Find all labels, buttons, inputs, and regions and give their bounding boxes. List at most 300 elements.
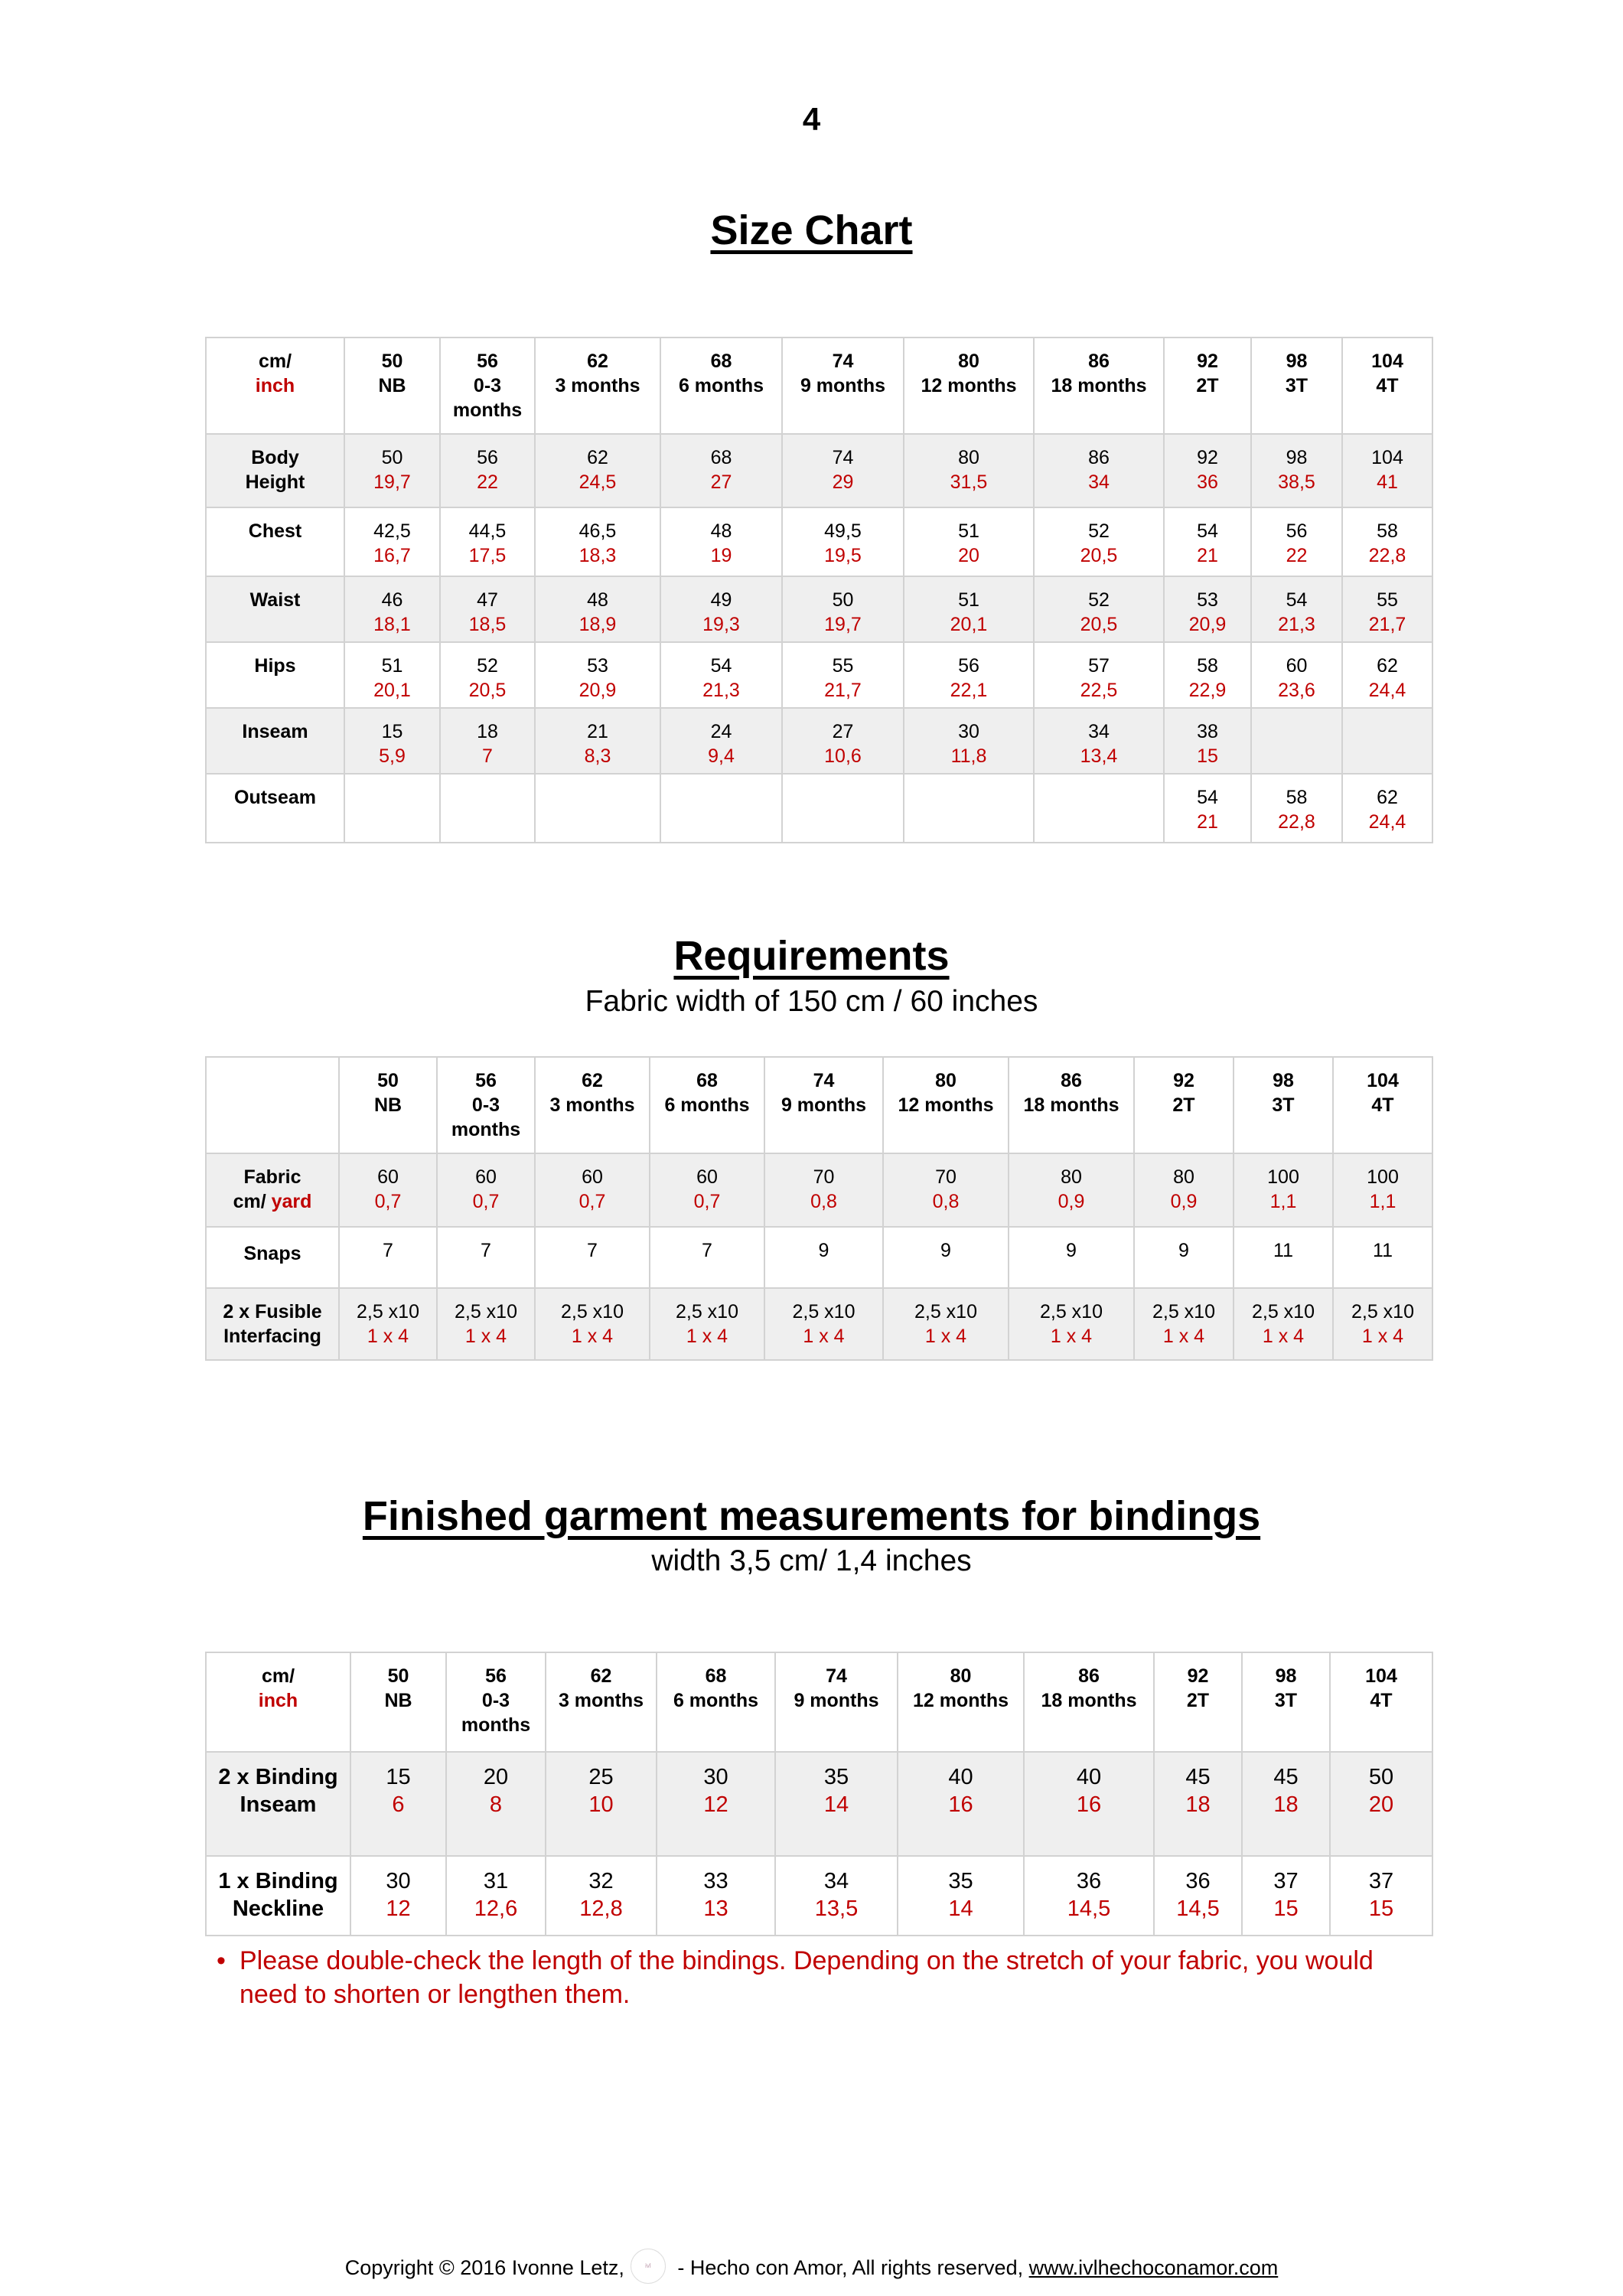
value-cm: 80 <box>958 447 979 468</box>
value-cm: 54 <box>1286 589 1308 611</box>
value-cm: 86 <box>1088 447 1110 468</box>
value-cm: 40 <box>1076 1765 1102 1789</box>
size-chart-title: Size Chart <box>710 207 913 253</box>
value-inch: 36 <box>1197 471 1218 493</box>
size-column-header <box>657 1652 775 1752</box>
size-chart-row <box>206 708 1432 774</box>
binding-cell <box>1242 1752 1330 1856</box>
measurement-cell <box>344 507 440 576</box>
unit-cm-label: cm/ <box>233 1191 272 1212</box>
value-inch: 21 <box>1197 545 1218 566</box>
value-cm: 56 <box>958 655 979 677</box>
size-column-header <box>1342 338 1432 434</box>
row-label <box>206 507 344 576</box>
size-label: 18 months <box>1041 1690 1137 1711</box>
value-inch: 10,6 <box>824 745 862 767</box>
binding-cell <box>546 1856 657 1936</box>
value-cm: 34 <box>823 1869 849 1893</box>
unit-cm-label: cm/ <box>258 351 292 372</box>
snaps-cell <box>1009 1227 1134 1288</box>
value-inch: 19,7 <box>824 614 862 635</box>
brand-logo-icon: ivl <box>631 2249 666 2284</box>
fabric-cell <box>764 1153 883 1227</box>
value-cm: 18 <box>477 721 498 742</box>
binding-cell <box>657 1752 775 1856</box>
size-column-header <box>344 338 440 434</box>
interfacing-cell <box>339 1288 437 1360</box>
size-label: 2T <box>1186 1690 1210 1711</box>
row-label <box>206 1288 339 1360</box>
value-cm: 32 <box>588 1869 614 1893</box>
measurement-cell <box>660 576 782 642</box>
size-number: 98 <box>1273 1070 1294 1091</box>
row-label-text: Outseam <box>234 787 316 808</box>
binding-cell <box>1154 1856 1242 1936</box>
value-inch: 12 <box>703 1792 728 1817</box>
value-inch: 9,4 <box>708 745 735 767</box>
binding-cell <box>1330 1752 1432 1856</box>
size-label: 12 months <box>898 1094 994 1116</box>
size-column-header <box>1024 1652 1154 1752</box>
value-inch: 7 <box>482 745 493 767</box>
row-label-text: Inseam <box>242 721 308 742</box>
size-column-header <box>1164 338 1251 434</box>
value-inch: 21,3 <box>1278 614 1315 635</box>
binding-cell <box>1024 1856 1154 1936</box>
size-number: 74 <box>813 1070 835 1091</box>
row-label-text: Chest <box>248 520 302 542</box>
value-cm: 35 <box>823 1765 849 1789</box>
size-number: 80 <box>950 1665 972 1687</box>
value-cm: 49 <box>710 589 732 611</box>
interfacing-cell <box>1333 1288 1432 1360</box>
value-inch: 20,9 <box>1188 614 1227 635</box>
value-inch: 22 <box>477 471 498 493</box>
interfacing-cell <box>650 1288 764 1360</box>
binding-cell <box>775 1856 898 1936</box>
value-cm: 80 <box>1173 1166 1194 1188</box>
value-cm: 62 <box>1377 787 1398 808</box>
value-inch: 18,5 <box>468 614 507 635</box>
value-cm: 60 <box>377 1166 399 1188</box>
value-inch: 14 <box>823 1792 849 1817</box>
interfacing-cell <box>1009 1288 1134 1360</box>
size-number: 98 <box>1275 1665 1297 1687</box>
measurement-cell <box>344 576 440 642</box>
value-inch: 1 x 4 <box>924 1326 967 1347</box>
interfacing-cell <box>535 1288 650 1360</box>
value-inch: 24,4 <box>1368 811 1406 833</box>
size-label: 3 months <box>555 375 640 396</box>
bindings-title: Finished garment measurements for bindings <box>362 1493 1261 1539</box>
value-cm: 2,5 x10 <box>1251 1301 1315 1322</box>
value-cm: 45 <box>1273 1765 1299 1789</box>
binding-cell <box>898 1856 1024 1936</box>
row-label <box>206 434 344 507</box>
value-inch: 0,8 <box>810 1191 837 1212</box>
size-label: 0-3 months <box>461 1690 531 1736</box>
size-label: 0-3 months <box>451 1094 521 1140</box>
snaps-cell <box>339 1227 437 1288</box>
value-cm: 2,5 x10 <box>792 1301 855 1322</box>
size-number: 80 <box>958 351 979 372</box>
size-label: 18 months <box>1051 375 1147 396</box>
value-inch: 0,7 <box>693 1191 721 1212</box>
value-inch: 29 <box>832 471 854 493</box>
value-inch: 0,9 <box>1058 1191 1085 1212</box>
value-inch: 0,7 <box>578 1191 606 1212</box>
size-number: 104 <box>1371 351 1403 372</box>
value-inch: 21 <box>1197 811 1218 833</box>
size-column-header <box>546 1652 657 1752</box>
size-number: 104 <box>1367 1070 1399 1091</box>
value-cm: 58 <box>1377 520 1398 542</box>
size-column-header <box>1034 338 1164 434</box>
measurement-cell <box>660 434 782 507</box>
value-inch: 17,5 <box>468 545 507 566</box>
binding-cell <box>775 1752 898 1856</box>
value-inch: 16,7 <box>373 545 411 566</box>
value-inch: 22 <box>1286 545 1308 566</box>
interfacing-cell <box>1234 1288 1333 1360</box>
measurement-cell <box>1342 576 1432 642</box>
value-inch: 15 <box>1273 1896 1299 1921</box>
value-cm: 46,5 <box>578 520 617 542</box>
value-inch: 22,5 <box>1080 680 1118 701</box>
measurement-cell <box>904 434 1034 507</box>
snaps-cell <box>1333 1227 1432 1288</box>
measurement-cell <box>904 708 1034 774</box>
value-cm: 15 <box>381 721 403 742</box>
size-number: 86 <box>1088 351 1110 372</box>
value-cm: 48 <box>587 589 608 611</box>
value-cm: 54 <box>1197 520 1218 542</box>
size-number: 56 <box>477 351 498 372</box>
fabric-cell <box>1234 1153 1333 1227</box>
value-cm: 2,5 x10 <box>454 1301 517 1322</box>
value-inch: 38,5 <box>1278 471 1315 493</box>
value-cm: 52 <box>477 655 498 677</box>
fabric-unit-label <box>208 1189 337 1214</box>
size-label: 12 months <box>912 1690 1009 1711</box>
value-cm: 40 <box>948 1765 973 1789</box>
value-inch: 1 x 4 <box>1162 1326 1205 1347</box>
value-inch: 0,7 <box>472 1191 500 1212</box>
size-number: 92 <box>1187 1665 1209 1687</box>
value-cm: 53 <box>1197 589 1218 611</box>
row-label-text: Hips <box>254 655 296 677</box>
requirements-title: Requirements <box>673 933 950 979</box>
binding-row <box>206 1856 1432 1936</box>
value-cm: 30 <box>958 721 979 742</box>
size-label: 3T <box>1272 1094 1295 1116</box>
size-column-header <box>350 1652 446 1752</box>
value-cm: 60 <box>582 1166 603 1188</box>
value-cm: 51 <box>958 520 979 542</box>
value-cm: 54 <box>710 655 732 677</box>
size-column-header <box>904 338 1034 434</box>
value-inch: 20,5 <box>1080 545 1118 566</box>
value-cm: 53 <box>587 655 608 677</box>
measurement-cell <box>440 507 535 576</box>
size-chart-table <box>205 337 1433 843</box>
size-column-header <box>440 338 535 434</box>
binding-cell <box>1330 1856 1432 1936</box>
unit-inch-label: inch <box>258 1690 298 1711</box>
size-column-header <box>898 1652 1024 1752</box>
binding-cell <box>350 1856 446 1936</box>
measurement-cell <box>782 434 904 507</box>
measurement-cell <box>440 774 535 843</box>
value-inch: 22,8 <box>1278 811 1315 833</box>
value-inch: 6 <box>392 1792 405 1817</box>
size-number: 86 <box>1061 1070 1082 1091</box>
size-label: 4T <box>1371 1094 1394 1116</box>
value-cm: 15 <box>386 1765 411 1789</box>
size-label: 6 months <box>664 1094 750 1116</box>
binding-row <box>206 1752 1432 1856</box>
value-inch: 22,1 <box>950 680 988 701</box>
size-label: 18 months <box>1023 1094 1119 1116</box>
value-inch: 5,9 <box>379 745 406 767</box>
interfacing-cell <box>437 1288 535 1360</box>
value-cm: 35 <box>948 1869 973 1893</box>
measurement-cell <box>1034 708 1164 774</box>
value-inch: 13,4 <box>1080 745 1118 767</box>
value-cm: 92 <box>1197 447 1218 468</box>
value-cm: 33 <box>703 1869 728 1893</box>
value-cm: 37 <box>1273 1869 1299 1893</box>
value-cm: 58 <box>1286 787 1308 808</box>
value-cm: 37 <box>1368 1869 1394 1893</box>
fabric-row <box>206 1153 1432 1227</box>
unit-inch-label: inch <box>255 375 295 396</box>
binding-cell <box>446 1856 546 1936</box>
value-cm: 9 <box>940 1240 951 1261</box>
row-label <box>206 774 344 843</box>
value-inch: 20 <box>958 545 979 566</box>
row-label-text: 2 x Fusible <box>223 1301 322 1322</box>
measurement-cell <box>1034 434 1164 507</box>
size-label: 3T <box>1274 1690 1298 1711</box>
value-inch: 18,3 <box>578 545 617 566</box>
value-cm: 52 <box>1088 520 1110 542</box>
value-inch: 13,5 <box>814 1896 859 1921</box>
value-cm: 7 <box>702 1240 712 1261</box>
value-inch: 24,4 <box>1368 680 1406 701</box>
size-number: 74 <box>826 1665 847 1687</box>
snaps-cell <box>764 1227 883 1288</box>
value-inch: 0,8 <box>932 1191 960 1212</box>
value-inch: 18,1 <box>373 614 411 635</box>
size-label: 3 months <box>549 1094 635 1116</box>
value-inch: 16 <box>1076 1792 1102 1817</box>
size-column-header <box>775 1652 898 1752</box>
size-number: 56 <box>485 1665 507 1687</box>
footer-website-link[interactable]: www.ivlhechoconamor.com <box>1028 2256 1279 2280</box>
row-label-text: 1 x Binding Neckline <box>218 1869 338 1921</box>
value-cm: 34 <box>1088 721 1110 742</box>
value-inch: 14,5 <box>1067 1896 1111 1921</box>
bullet-icon: • <box>217 1946 226 1975</box>
requirements-corner <box>206 1057 339 1153</box>
snaps-cell <box>883 1227 1009 1288</box>
value-cm: 27 <box>832 721 854 742</box>
value-inch: 0,9 <box>1170 1191 1198 1212</box>
value-inch: 1 x 4 <box>1361 1326 1404 1347</box>
row-label <box>206 576 344 642</box>
binding-cell <box>898 1752 1024 1856</box>
value-cm: 51 <box>958 589 979 611</box>
value-cm: 74 <box>832 447 854 468</box>
measurement-cell <box>1251 774 1342 843</box>
binding-cell <box>350 1752 446 1856</box>
snaps-cell <box>650 1227 764 1288</box>
value-inch: 14,5 <box>1176 1896 1220 1921</box>
value-cm: 98 <box>1286 447 1308 468</box>
requirements-subtitle: Fabric width of 150 cm / 60 inches <box>585 985 1038 1018</box>
value-inch: 20,9 <box>578 680 617 701</box>
value-inch: 20,5 <box>468 680 507 701</box>
value-cm: 45 <box>1185 1765 1211 1789</box>
size-chart-row <box>206 507 1432 576</box>
measurement-cell <box>1164 708 1251 774</box>
value-inch: 1 x 4 <box>1050 1326 1093 1347</box>
size-chart-row <box>206 642 1432 708</box>
row-label <box>206 1153 339 1227</box>
value-cm: 58 <box>1197 655 1218 677</box>
page-number: 4 <box>802 101 821 137</box>
size-column-header <box>446 1652 546 1752</box>
value-inch: 21,7 <box>1368 614 1406 635</box>
value-cm: 46 <box>381 589 403 611</box>
measurement-cell <box>440 642 535 708</box>
value-cm: 62 <box>587 447 608 468</box>
value-inch: 1,1 <box>1269 1191 1297 1212</box>
requirements-table <box>205 1056 1433 1361</box>
size-column-header <box>1251 338 1342 434</box>
measurement-cell <box>1034 642 1164 708</box>
value-inch: 19 <box>710 545 732 566</box>
value-inch: 8 <box>489 1792 503 1817</box>
value-cm: 9 <box>1066 1240 1077 1261</box>
value-inch: 16 <box>948 1792 973 1817</box>
measurement-cell <box>660 642 782 708</box>
interfacing-cell <box>883 1288 1009 1360</box>
value-cm: 36 <box>1185 1869 1211 1893</box>
value-inch: 11,8 <box>950 745 987 767</box>
value-cm: 9 <box>1178 1240 1189 1261</box>
fabric-cell <box>1134 1153 1234 1227</box>
size-number: 104 <box>1365 1665 1397 1687</box>
interfacing-row <box>206 1288 1432 1360</box>
size-column-header <box>764 1057 883 1153</box>
value-inch: 12,8 <box>579 1896 623 1921</box>
size-number: 56 <box>475 1070 497 1091</box>
value-cm: 2,5 x10 <box>675 1301 738 1322</box>
measurement-cell <box>904 507 1034 576</box>
value-inch: 19,7 <box>373 471 411 493</box>
value-cm: 60 <box>1286 655 1308 677</box>
measurement-cell <box>344 774 440 843</box>
value-inch: 20,5 <box>1080 614 1118 635</box>
value-cm: 62 <box>1377 655 1398 677</box>
measurement-cell <box>1251 434 1342 507</box>
measurement-cell <box>1342 507 1432 576</box>
measurement-cell <box>1251 576 1342 642</box>
measurement-cell <box>440 434 535 507</box>
footer <box>0 2252 1623 2287</box>
measurement-cell <box>904 774 1034 843</box>
binding-cell <box>657 1856 775 1936</box>
value-cm: 49,5 <box>824 520 862 542</box>
size-number: 50 <box>387 1665 409 1687</box>
measurement-cell <box>344 708 440 774</box>
value-cm: 2,5 x10 <box>1152 1301 1215 1322</box>
measurement-cell <box>1342 708 1432 774</box>
value-cm: 36 <box>1076 1869 1102 1893</box>
size-label: 4T <box>1376 375 1399 396</box>
value-inch: 20,1 <box>373 680 411 701</box>
binding-cell <box>446 1752 546 1856</box>
size-label: NB <box>378 375 406 396</box>
value-inch: 14 <box>948 1896 973 1921</box>
size-label: NB <box>373 1094 402 1116</box>
fabric-cell <box>437 1153 535 1227</box>
value-cm: 57 <box>1088 655 1110 677</box>
size-column-header <box>1333 1057 1432 1153</box>
value-cm: 52 <box>1088 589 1110 611</box>
size-column-header <box>650 1057 764 1153</box>
row-label <box>206 1856 350 1936</box>
measurement-cell <box>904 642 1034 708</box>
value-inch: 18 <box>1273 1792 1299 1817</box>
value-cm: 2,5 x10 <box>1351 1301 1414 1322</box>
value-inch: 13 <box>703 1896 728 1921</box>
bindings-corner <box>206 1652 350 1752</box>
fabric-cell <box>535 1153 650 1227</box>
measurement-cell <box>1164 774 1251 843</box>
value-cm: 24 <box>710 721 732 742</box>
value-cm: 48 <box>710 520 732 542</box>
size-number: 62 <box>590 1665 612 1687</box>
value-cm: 47 <box>477 589 498 611</box>
fabric-cell <box>1333 1153 1432 1227</box>
value-inch: 23,6 <box>1278 680 1315 701</box>
size-column-header <box>1330 1652 1432 1752</box>
snaps-cell <box>535 1227 650 1288</box>
value-inch: 24,5 <box>578 471 617 493</box>
bindings-table <box>205 1652 1433 1936</box>
value-cm: 20 <box>483 1765 509 1789</box>
size-label: 12 months <box>921 375 1017 396</box>
size-label: NB <box>384 1690 412 1711</box>
row-label-text: Snaps <box>243 1243 301 1264</box>
footer-copyright: Copyright © 2016 Ivonne Letz, <box>344 2256 624 2280</box>
size-number: 74 <box>832 351 854 372</box>
value-cm: 55 <box>832 655 854 677</box>
measurement-cell <box>1251 507 1342 576</box>
measurement-cell <box>344 434 440 507</box>
value-cm: 11 <box>1273 1240 1293 1261</box>
value-cm: 21 <box>587 721 608 742</box>
measurement-cell <box>535 576 660 642</box>
size-column-header <box>535 1057 650 1153</box>
value-inch: 18,9 <box>578 614 617 635</box>
measurement-cell <box>535 507 660 576</box>
size-column-header <box>1234 1057 1333 1153</box>
fabric-cell <box>1009 1153 1134 1227</box>
